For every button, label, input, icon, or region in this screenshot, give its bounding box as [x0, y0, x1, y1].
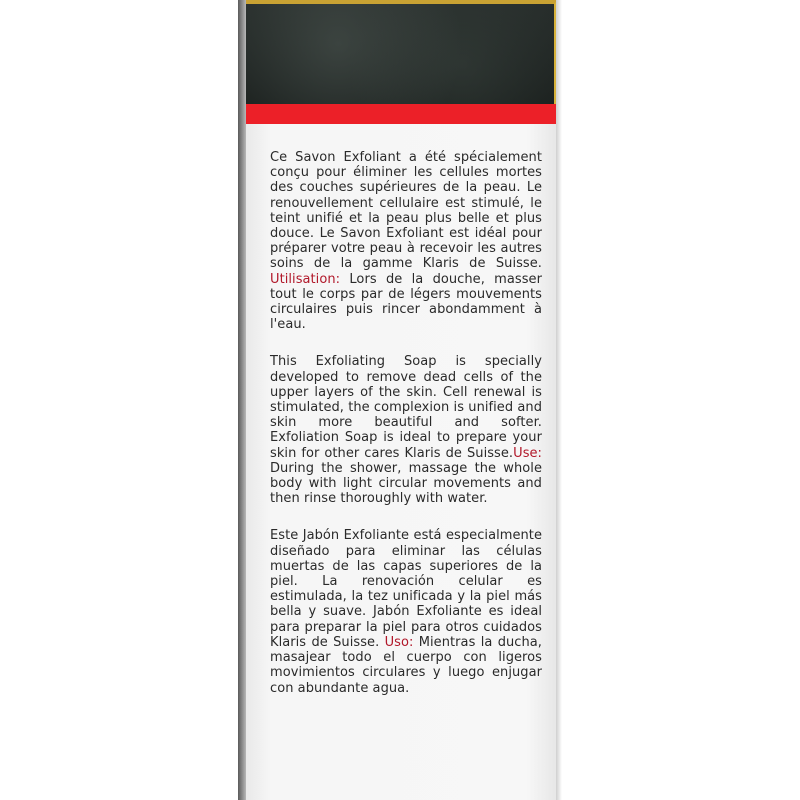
- french-usage-text: Lors de la douche, masser tout le corps par de légers mouvements circulaires puis rincer abondamment à l'eau.: [270, 271, 542, 333]
- description-french: [270, 150, 542, 332]
- english-usage-text: During the shower, massage the whole body with light circular movements and then rinse thoroughly with water.: [270, 460, 542, 507]
- spanish-usage-label: Uso:: [384, 634, 414, 650]
- english-usage-label: Use:: [513, 445, 542, 461]
- red-stripe: [246, 104, 558, 124]
- box-right-edge: [556, 0, 562, 800]
- product-description: [270, 150, 542, 718]
- english-body-text: This Exfoliating Soap is specially developed to remove dead cells of the upper layers of the skin. Cell renewal is stimulated, the complexion is unified and skin more beautiful and softer. Exfoliation Soap is ideal to prepare your skin for other cares Klaris de Suisse.: [270, 354, 542, 461]
- spanish-body-text: Este Jabón Exfoliante está especialmente diseñado para eliminar las células muertas de las capas superiores de la piel. La renovación celular es estimulada, la tez unificada y la piel más bella y suave. Jabón Exfoliante es ideal para preparar la piel para otros cuidados Klaris de Suisse.: [270, 528, 542, 650]
- description-english: [270, 354, 542, 506]
- description-spanish: [270, 528, 542, 695]
- spanish-usage-text: Mientras la ducha, masajear todo el cuerpo con ligeros movimientos circulares y luego enjugar con abundante agua.: [270, 634, 542, 696]
- french-body-text: Ce Savon Exfoliant a été spécialement conçu pour éliminer les cellules mortes des couches supérieures de la peau. Le renouvellement cellulaire est stimulé, le teint unifié et la peau plus belle et plus douce. Le Savon Exfoliant est idéal pour préparer votre peau à recevoir les autres soins de la gamme Klaris de Suisse.: [270, 150, 542, 272]
- french-usage-label: Utilisation:: [270, 271, 341, 287]
- dark-foil-top-band: [246, 0, 558, 104]
- product-box-side-panel: [246, 0, 558, 800]
